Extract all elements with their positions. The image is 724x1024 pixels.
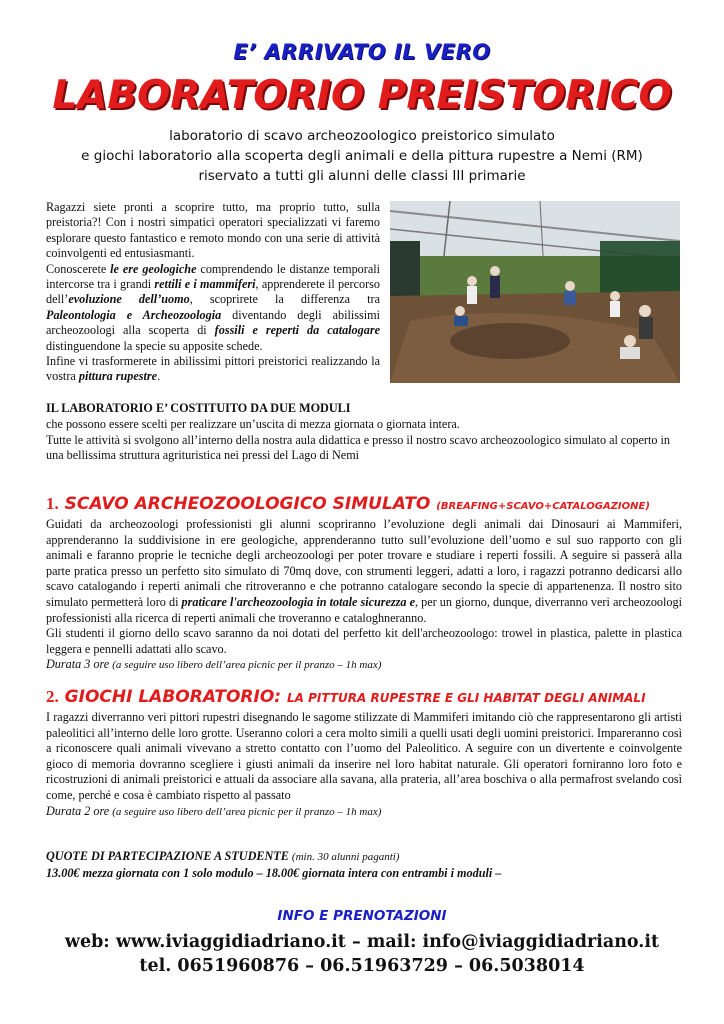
intro-paragraph-3: Infine vi trasformerete in abilissimi pittori preistorici realizzando la vostra pittura rupestre.	[46, 354, 380, 384]
section2-title: GIOCHI LABORATORIO:	[64, 687, 282, 707]
price-title: QUOTE DI PARTECIPAZIONE A STUDENTE (min. 30 alunni paganti)	[46, 849, 400, 863]
section2-body	[46, 710, 682, 820]
section2-heading	[46, 687, 646, 707]
section1-body	[46, 517, 682, 674]
header-title: LABORATORIO PREISTORICO	[52, 73, 672, 118]
section1-subtitle: (BREAFING+SCAVO+CATALOGAZIONE)	[436, 501, 650, 512]
modules-line2: Tutte le attività si svolgono all’interno della nostra aula didattica e presso il nostro scavo archeozoologico simulato al coperto in una bellissima struttura agrituristica nei pressi del Lago di Nemi	[46, 432, 671, 463]
section1-text: Guidati da archeozoologi professionisti gli alunni scopriranno l’evoluzione degli animali dai Dinosauri ai Mammiferi, apprenderanno la suddivisione in ere geologiche, apprenderanno tutto sull’evoluzione dell’uomo e sul suo rapporto con gli animali e faranno proprie le tecniche degli archeozoologi per poter trovare e studiare i reperti fossili. A seguire si passerà alla parte pratica presso un perfetto sito simulato di 70mq dove, con strumenti leggeri, adatti a loro, i ragazzi potranno dedicarsi allo scavo catalogando i reperti animali che ritroveranno e che potranno catalogare secondo la specie di appartenenza. Il nostro sito simulato permetterà loro di praticare l'archeozoologia in totale sicurezza e, per un giorno, dunque, diverranno veri archeozoologi professionisti alla ricerca di reperti animali che troveranno e cataloghneranno.	[46, 517, 682, 625]
excavation-photo-icon	[390, 201, 680, 383]
contact-phones[interactable]: tel. 0651960876 – 06.51963729 – 06.5038014	[139, 956, 585, 976]
section1-title: SCAVO ARCHEOZOOLOGICO SIMULATO	[64, 494, 431, 514]
section1-kit-text: Gli studenti il giorno dello scavo saranno da noi dotati del perfetto kit dell'archeozoologo: trowel in plastica, palette in plastica leggera e pennelli adattati allo scavo.	[46, 626, 682, 656]
section1-heading	[46, 494, 650, 514]
section1-number: 1.	[46, 494, 59, 513]
section2-number: 2.	[46, 687, 59, 706]
section2-duration: Durata 2 ore (a seguire uso libero dell’area picnic per il pranzo – 1h max)	[46, 803, 382, 818]
intro-paragraph-1: Ragazzi siete pronti a scoprire tutto, ma proprio tutto, sulla preistoria?! Con i nostri simpatici operatori specializzati vi faremo esplorare questo fantastico e remoto mondo con una serie di attività coinvolgenti ed entusiasmanti.	[46, 200, 380, 261]
section2-subtitle: LA PITTURA RUPESTRE E GLI HABITAT DEGLI ANIMALI	[287, 691, 646, 705]
subtitle-3: riservato a tutti gli alunni delle classi III primarie	[198, 168, 526, 184]
header-line1: E’ ARRIVATO IL VERO	[233, 40, 491, 64]
section2-text: I ragazzi diverranno veri pittori rupestri disegnando le sagome stilizzate di Mammiferi imitando ciò che rappresentarono gli artisti paleolitici all’interno delle loro grotte. Useranno colori a cera molto simili a quelli usati degli uomini preistorici. Impareranno così a riconoscere quali animali vivevano a stretto contatto con l’uomo del Paleolitico. A seguire con un divertente e coinvolgente gioco di memoria dovranno scegliere i giusti animali da inserire nel loro habitat naturale. Gli operatori forniranno loro foto e ricostruzioni di animali preistorici e attuali da associare alla savana, alla prateria, all’area boschiva o alla permafrost svelando così come, perché e cosa è cambiato rispetto al passato	[46, 710, 682, 802]
subtitle-1: laboratorio di scavo archeozoologico preistorico simulato	[169, 128, 555, 144]
excavation-photo	[390, 201, 680, 383]
subtitle-2: e giochi laboratorio alla scoperta degli animali e della pittura rupestre a Nemi (RM)	[81, 148, 643, 164]
intro-text	[46, 200, 380, 385]
contact-web-mail[interactable]: web: www.iviaggidiadriano.it – mail: info@iviaggidiadriano.it	[64, 932, 660, 952]
modules-block	[46, 401, 682, 464]
info-title: INFO E PRENOTAZIONI	[277, 908, 447, 924]
price-block	[46, 849, 682, 882]
modules-line1: che possono essere scelti per realizzare un’uscita di mezza giornata o giornata intera.	[46, 416, 460, 431]
intro-paragraph-2: Conoscerete le ere geologiche comprendendo le distanze temporali intercorse tra i grandi rettili e i mammiferi, apprenderete il percorso dell’evoluzione dell’uomo, scoprirete la differenza tra Paleontologia e Archeozoologia diventando degli abilissimi archeozoologi alla scoperta di fossili e reperti da catalogare distinguendone la specie su apposite schede.	[46, 261, 381, 353]
modules-title: IL LABORATORIO E’ COSTITUITO DA DUE MODULI	[46, 401, 351, 415]
section1-duration: Durata 3 ore (a seguire uso libero dell’area picnic per il pranzo – 1h max)	[46, 657, 382, 672]
price-values: 13.00€ mezza giornata con 1 solo modulo – 18.00€ giornata intera con entrambi i moduli –	[46, 865, 502, 880]
